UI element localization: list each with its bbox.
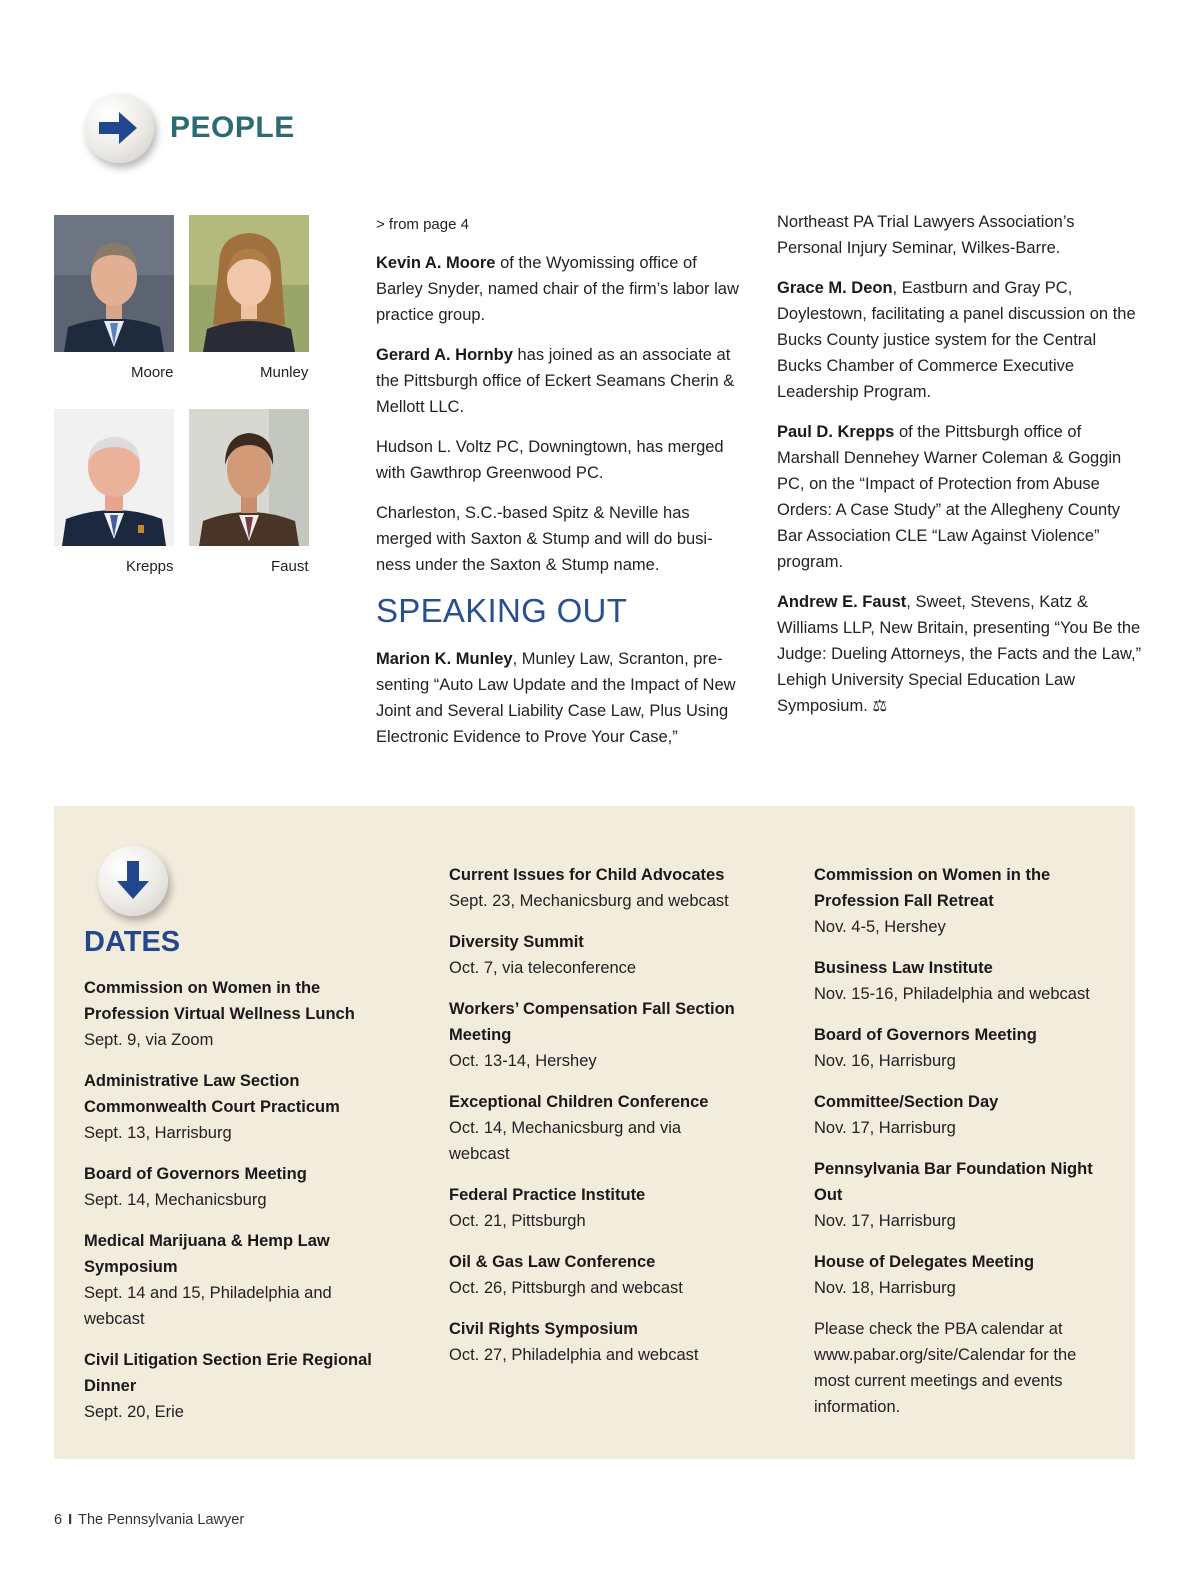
event-item: Civil Rights Symposium Oct. 27, Philadelphia and webcast — [449, 1320, 699, 1364]
footer-separator: I — [68, 1512, 73, 1528]
event-item: Medical Marijuana & Hemp Law Symposium Sept. 14 and 15, Philadelphia and webcast — [84, 1232, 332, 1328]
people-entry: Kevin A. Moore of the Wyomissing office of Barley Snyder, named chair of the firm’s labor law practice group. — [376, 254, 739, 324]
event-item: Workers’ Compensation Fall Section Meeting Oct. 13-14, Hershey — [449, 1000, 735, 1070]
event-item: Exceptional Children Conference Oct. 14, Mechanicsburg and via webcast — [449, 1093, 709, 1163]
section-title-people: PEOPLE — [170, 111, 295, 144]
event-item: Board of Governors Meeting Nov. 16, Harrisburg — [814, 1026, 1037, 1070]
right-arrow-icon — [84, 93, 154, 163]
page-number: 6 — [54, 1512, 63, 1528]
publication-name: The Pennsylvania Lawyer — [78, 1512, 245, 1528]
people-header — [84, 90, 295, 166]
event-item: Federal Practice Institute Oct. 21, Pittsburgh — [449, 1186, 646, 1230]
photo-moore — [54, 215, 174, 352]
dates-column-3 — [814, 862, 1114, 1435]
photo-caption-krepps: Krepps — [126, 558, 174, 575]
event-item: Business Law Institute Nov. 15-16, Philadelphia and webcast — [814, 959, 1090, 1003]
event-item: Commission on Women in the Profession Fall Retreat Nov. 4-5, Hershey — [814, 866, 1051, 936]
section-title-dates: DATES — [84, 926, 181, 958]
event-item: Oil & Gas Law Conference Oct. 26, Pittsburgh and webcast — [449, 1253, 683, 1297]
event-item: House of Delegates Meeting Nov. 18, Harrisburg — [814, 1253, 1035, 1297]
section-title-speaking-out: SPEAKING OUT — [376, 592, 628, 629]
continued-from-note: > from page 4 — [376, 216, 469, 233]
photo-caption-munley: Munley — [260, 364, 309, 381]
event-item: Civil Litigation Section Erie Regional Dinner Sept. 20, Erie — [84, 1351, 372, 1421]
event-item: Committee/Section Day Nov. 17, Harrisburg — [814, 1093, 999, 1137]
page-footer — [54, 1512, 244, 1528]
down-arrow-icon — [98, 846, 168, 916]
people-column-1 — [376, 212, 740, 764]
people-entry: Charleston, S.C.-based Spitz & Neville has merged with Saxton & Stump and will do busi-ness under the Saxton & Stump name. — [376, 504, 713, 574]
photo-faust — [189, 409, 309, 546]
people-entry: Hudson L. Voltz PC, Downingtown, has merged with Gawthrop Greenwood PC. — [376, 438, 724, 482]
people-column-2 — [777, 209, 1143, 733]
dates-column-2 — [449, 862, 739, 1383]
event-item: Current Issues for Child Advocates Sept. 23, Mechanicsburg and webcast — [449, 866, 729, 910]
event-item: Commission on Women in the Profession Virtual Wellness Lunch Sept. 9, via Zoom — [84, 979, 355, 1049]
speaking-entry: Northeast PA Trial Lawyers Association’s Personal Injury Seminar, Wilkes-Barre. — [777, 213, 1075, 257]
photo-caption-faust: Faust — [271, 558, 309, 575]
event-item: Diversity Summit Oct. 7, via teleconference — [449, 933, 637, 977]
people-entry: Gerard A. Hornby has joined as an associate at the Pittsburgh office of Eckert Seamans Cherin & Mellott LLC. — [376, 346, 735, 416]
calendar-note: Please check the PBA calendar at www.pabar.org/site/Calendar for the most current meetings and events information. — [814, 1320, 1077, 1416]
speaking-entry: Marion K. Munley, Munley Law, Scranton, pre-senting “Auto Law Update and the Impact of New Joint and Several Liability Case Law, Plus Using Electronic Evidence to Prove Your Case,” — [376, 650, 736, 746]
speaking-entry: Paul D. Krepps of the Pittsburgh office of Marshall Dennehey Warner Coleman & Goggin PC, on the “Impact of Protection from Abuse Orders: A Case Study” at the Allegheny County Bar Association CLE “Law Against Violence” program. — [777, 423, 1122, 571]
event-item: Pennsylvania Bar Foundation Night Out Nov. 17, Harrisburg — [814, 1160, 1093, 1230]
photo-krepps — [54, 409, 174, 546]
speaking-entry: Grace M. Deon, Eastburn and Gray PC, Doylestown, facilitating a panel discussion on the Bucks County justice system for the Central Bucks Chamber of Commerce Executive Leadership Program. — [777, 279, 1136, 401]
photo-munley — [189, 215, 309, 352]
event-item: Board of Governors Meeting Sept. 14, Mechanicsburg — [84, 1165, 307, 1209]
dates-column-1 — [84, 975, 384, 1440]
speaking-entry: Andrew E. Faust, Sweet, Stevens, Katz & Williams LLP, New Britain, presenting “You Be the Judge: Dueling Attorneys, the Facts and the Law,” Lehigh University Special Education Law Symposium. ⚖ — [777, 593, 1142, 715]
event-item: Administrative Law Section Commonwealth Court Practicum Sept. 13, Harrisburg — [84, 1072, 340, 1142]
photo-caption-moore: Moore — [131, 364, 174, 381]
